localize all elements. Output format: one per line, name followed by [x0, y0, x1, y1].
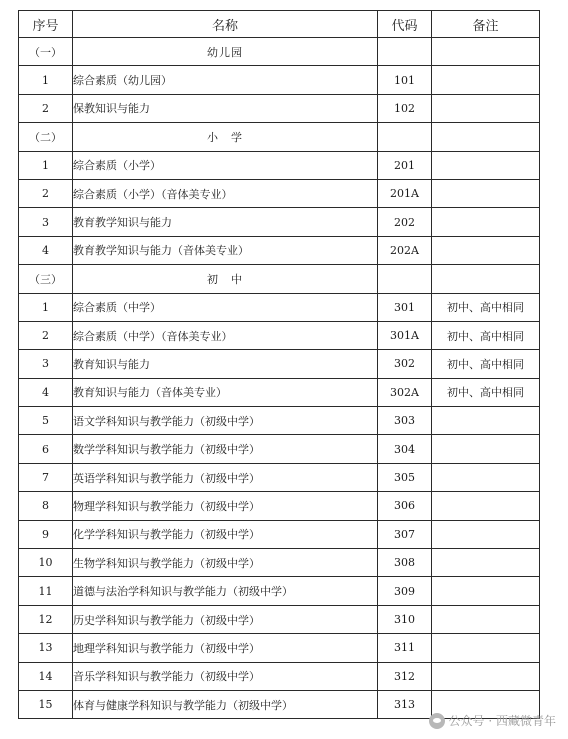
seq-cell: 11 — [19, 577, 73, 605]
seq-cell: 10 — [19, 549, 73, 577]
note-cell — [432, 265, 540, 293]
name-cell: 历史学科知识与教学能力（初级中学） — [73, 605, 378, 633]
table-row — [19, 236, 540, 264]
seq-cell: 4 — [19, 236, 73, 264]
table-row — [19, 407, 540, 435]
note-cell — [432, 463, 540, 491]
name-cell: 生物学科知识与教学能力（初级中学） — [73, 549, 378, 577]
code-cell: 304 — [378, 435, 432, 463]
seq-cell: 7 — [19, 463, 73, 491]
table-row — [19, 293, 540, 321]
code-cell: 301 — [378, 293, 432, 321]
section-row — [19, 38, 540, 66]
section-row — [19, 265, 540, 293]
code-cell: 305 — [378, 463, 432, 491]
note-cell — [432, 492, 540, 520]
code-cell: 101 — [378, 66, 432, 94]
section-label: （三） — [19, 265, 73, 293]
seq-cell: 2 — [19, 321, 73, 349]
code-cell: 307 — [378, 520, 432, 548]
name-cell: 保教知识与能力 — [73, 94, 378, 122]
note-cell — [432, 94, 540, 122]
name-cell: 道德与法治学科知识与教学能力（初级中学） — [73, 577, 378, 605]
note-cell — [432, 407, 540, 435]
note-cell — [432, 123, 540, 151]
note-cell: 初中、高中相同 — [432, 378, 540, 406]
header-row — [19, 11, 540, 38]
code-cell: 201 — [378, 151, 432, 179]
table-row — [19, 94, 540, 122]
code-cell: 309 — [378, 577, 432, 605]
code-cell: 302 — [378, 350, 432, 378]
name-cell: 综合素质（小学） — [73, 151, 378, 179]
seq-cell: 6 — [19, 435, 73, 463]
table-row — [19, 179, 540, 207]
name-cell: 综合素质（中学） — [73, 293, 378, 321]
name-cell: 综合素质（小学）（音体美专业） — [73, 179, 378, 207]
name-cell: 教育知识与能力（音体美专业） — [73, 378, 378, 406]
seq-cell: 15 — [19, 690, 73, 718]
note-cell: 初中、高中相同 — [432, 293, 540, 321]
table-row — [19, 492, 540, 520]
name-cell: 地理学科知识与教学能力（初级中学） — [73, 634, 378, 662]
code-cell: 202A — [378, 236, 432, 264]
watermark-text: 公众号 · 西藏微青年 — [448, 714, 556, 728]
header-code: 代码 — [378, 11, 432, 38]
note-cell — [432, 208, 540, 236]
code-cell — [378, 265, 432, 293]
note-cell — [432, 236, 540, 264]
note-cell: 初中、高中相同 — [432, 321, 540, 349]
note-cell — [432, 634, 540, 662]
table-row — [19, 634, 540, 662]
table-row — [19, 549, 540, 577]
table-row — [19, 520, 540, 548]
note-cell — [432, 179, 540, 207]
seq-cell: 2 — [19, 179, 73, 207]
section-title: 幼儿园 — [73, 38, 378, 66]
seq-cell: 3 — [19, 208, 73, 236]
section-row — [19, 123, 540, 151]
table-row — [19, 378, 540, 406]
section-label: （二） — [19, 123, 73, 151]
seq-cell: 1 — [19, 293, 73, 321]
note-cell — [432, 66, 540, 94]
table-row — [19, 463, 540, 491]
note-cell: 初中、高中相同 — [432, 350, 540, 378]
code-cell: 102 — [378, 94, 432, 122]
code-cell: 308 — [378, 549, 432, 577]
seq-cell: 2 — [19, 94, 73, 122]
section-title: 初 中 — [73, 265, 378, 293]
seq-cell: 14 — [19, 662, 73, 690]
note-cell — [432, 605, 540, 633]
table-row — [19, 350, 540, 378]
note-cell — [432, 151, 540, 179]
name-cell: 物理学科知识与教学能力（初级中学） — [73, 492, 378, 520]
name-cell: 体育与健康学科知识与教学能力（初级中学） — [73, 690, 378, 718]
table-body — [19, 38, 540, 719]
name-cell: 综合素质（幼儿园） — [73, 66, 378, 94]
note-cell — [432, 38, 540, 66]
seq-cell: 5 — [19, 407, 73, 435]
note-cell — [432, 520, 540, 548]
table-row — [19, 577, 540, 605]
header-note: 备注 — [432, 11, 540, 38]
table-row — [19, 208, 540, 236]
table-row — [19, 435, 540, 463]
code-cell: 303 — [378, 407, 432, 435]
seq-cell: 12 — [19, 605, 73, 633]
code-cell: 201A — [378, 179, 432, 207]
name-cell: 教育教学知识与能力 — [73, 208, 378, 236]
name-cell: 教育知识与能力 — [73, 350, 378, 378]
note-cell — [432, 577, 540, 605]
seq-cell: 8 — [19, 492, 73, 520]
seq-cell: 4 — [19, 378, 73, 406]
name-cell: 音乐学科知识与教学能力（初级中学） — [73, 662, 378, 690]
code-cell: 306 — [378, 492, 432, 520]
header-name: 名称 — [73, 11, 378, 38]
table-row — [19, 151, 540, 179]
code-cell: 312 — [378, 662, 432, 690]
table-row — [19, 605, 540, 633]
section-title: 小 学 — [73, 123, 378, 151]
name-cell: 语文学科知识与教学能力（初级中学） — [73, 407, 378, 435]
code-cell: 313 — [378, 690, 432, 718]
code-cell: 202 — [378, 208, 432, 236]
code-cell: 301A — [378, 321, 432, 349]
code-cell: 302A — [378, 378, 432, 406]
name-cell: 数学学科知识与教学能力（初级中学） — [73, 435, 378, 463]
wechat-logo-icon — [429, 713, 445, 729]
name-cell: 化学学科知识与教学能力（初级中学） — [73, 520, 378, 548]
subject-code-table — [18, 10, 540, 719]
seq-cell: 3 — [19, 350, 73, 378]
header-seq: 序号 — [19, 11, 73, 38]
note-cell — [432, 549, 540, 577]
seq-cell: 1 — [19, 151, 73, 179]
seq-cell: 9 — [19, 520, 73, 548]
code-cell: 310 — [378, 605, 432, 633]
seq-cell: 1 — [19, 66, 73, 94]
name-cell: 英语学科知识与教学能力（初级中学） — [73, 463, 378, 491]
code-cell — [378, 38, 432, 66]
code-cell — [378, 123, 432, 151]
table-row — [19, 321, 540, 349]
name-cell: 综合素质（中学）（音体美专业） — [73, 321, 378, 349]
watermark — [429, 712, 556, 729]
note-cell — [432, 662, 540, 690]
seq-cell: 13 — [19, 634, 73, 662]
code-cell: 311 — [378, 634, 432, 662]
name-cell: 教育教学知识与能力（音体美专业） — [73, 236, 378, 264]
table-row — [19, 662, 540, 690]
section-label: （一） — [19, 38, 73, 66]
table-row — [19, 66, 540, 94]
note-cell — [432, 435, 540, 463]
